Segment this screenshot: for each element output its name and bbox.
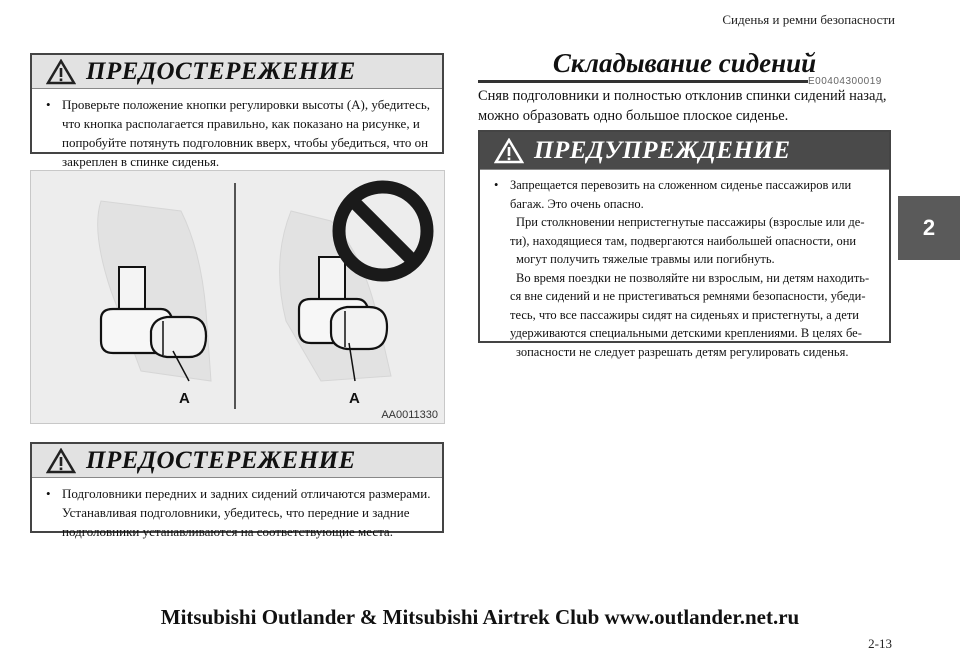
caution-body (32, 89, 442, 177)
warning-text-line: Во время поездки не позволяйте ни взрослым, ни детям находить- (516, 270, 870, 285)
warning-triangle-icon (46, 59, 76, 85)
warning-text-line: зопасности не следует разрешать детям регулировать сиденья. (516, 344, 849, 359)
label-a-right: A (349, 390, 360, 407)
section-rule (478, 80, 808, 83)
caution-text-line: попробуйте потянуть подголовник вверх, чтобы убедиться, что он (62, 135, 429, 150)
bullet-mark: • (494, 178, 499, 192)
page-number: 2-13 (868, 636, 892, 651)
warning-text-line: удерживаются специальными детскими креплениями. В целях бе- (510, 326, 862, 340)
warning-triangle-icon (494, 138, 524, 164)
prohibition-icon (339, 187, 427, 275)
warning-text-line: ти), находящиеся там, подвергаются наибольшей опасности, они (510, 233, 857, 248)
caution-title: ПРЕДОСТЕРЕЖЕНИЕ (86, 446, 356, 474)
warning-box-folded-seats (478, 130, 891, 359)
caution-box-head-restraint-lock (30, 53, 444, 169)
head-restraint-illustration (30, 170, 445, 424)
warning-triangle-icon (46, 448, 76, 474)
warning-text-line: Запрещается перевозить на сложенном сиденье пассажиров или (510, 178, 852, 192)
warning-title: ПРЕДУПРЕЖДЕНИЕ (534, 136, 791, 164)
section-text-line: можно образовать одно большое плоское сиденье. (478, 108, 789, 124)
caution-text-line: что кнопка располагается правильно, как показано на рисунке, и (62, 116, 420, 131)
warning-text-line: могут получить тяжелые травмы или погибнуть. (516, 252, 775, 266)
warning-text-line: тесь, что все пассажиры сидят на сиденьях и пристегнуты, а дети (510, 307, 859, 322)
section-title: Складывание сидений (552, 48, 817, 78)
warning-text-line: багаж. Это очень опасно. (510, 196, 644, 211)
footer-club-text: Mitsubishi Outlander & Mitsubishi Airtrek Club www.outlander.net.ru (160, 605, 800, 629)
illustration-code: AA0011330 (381, 409, 438, 421)
warning-header (480, 132, 889, 170)
caution-box-head-restraint-sizes (30, 442, 444, 539)
section-text (478, 86, 891, 126)
caution-text-line: Проверьте положение кнопки регулировки высоты (А), убедитесь, (62, 97, 431, 112)
caution-title: ПРЕДОСТЕРЕЖЕНИЕ (86, 57, 356, 85)
label-a-left: A (179, 390, 190, 407)
running-head: Сиденья и ремни безопасности (722, 12, 895, 27)
section-text-line: Сняв подголовники и полностью отклонив спинки сидений назад, (478, 88, 887, 104)
caution-text-line: подголовники устанавливаются на соответствующие места. (62, 524, 393, 539)
bullet-mark: • (46, 97, 51, 112)
chapter-tab: 2 (898, 196, 960, 260)
warning-body (480, 170, 889, 367)
caution-text-line: Подголовники передних и задних сидений отличаются размерами. (62, 486, 431, 501)
caution-body (32, 478, 442, 547)
caution-header (32, 55, 442, 89)
warning-text-line: При столкновении непристегнутые пассажиры (взрослые или де- (516, 215, 865, 229)
caution-header (32, 444, 442, 478)
caution-text-line: закреплен в спинке сиденья. (62, 154, 220, 169)
caution-text-line: Устанавливая подголовники, убедитесь, что передние и задние (62, 505, 410, 520)
bullet-mark: • (46, 486, 51, 501)
section-code: E00404300019 (808, 76, 882, 87)
head-restraint-drawing (31, 171, 444, 423)
warning-text-line: ся вне сидений и не пристегиваться ремнями безопасности, убеди- (510, 289, 866, 303)
